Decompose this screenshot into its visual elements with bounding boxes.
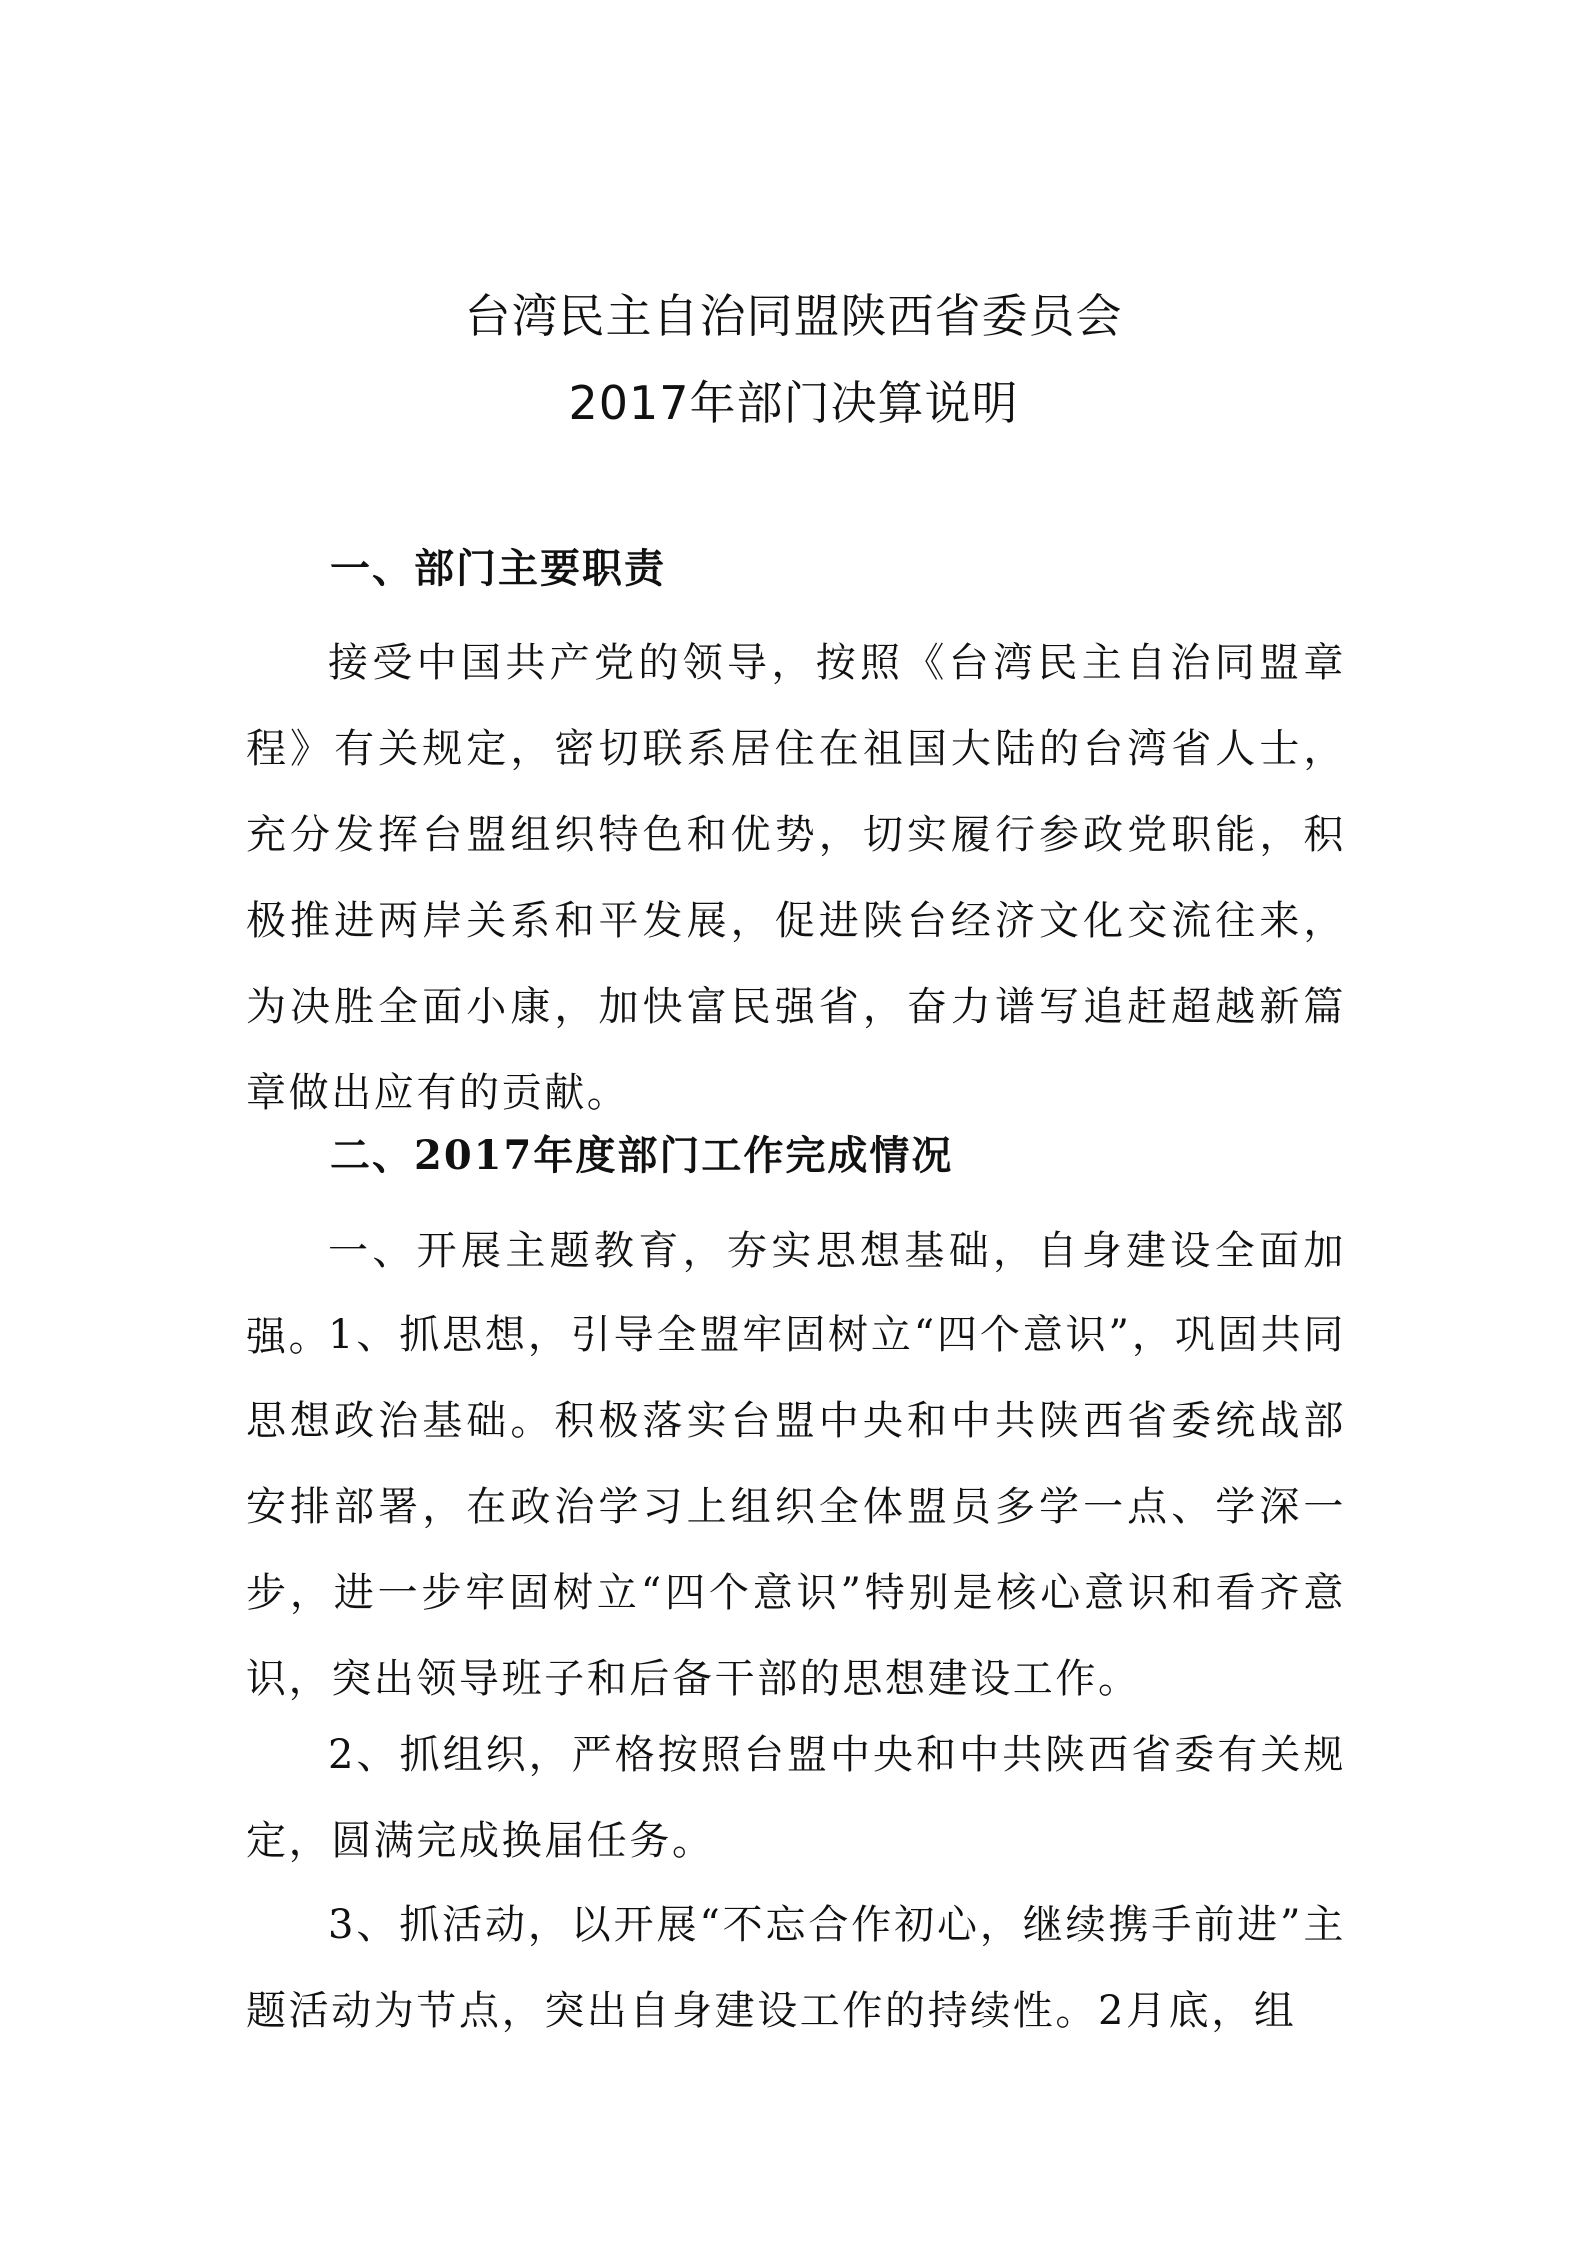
section2-paragraph-3: 2、抓组织，严格按照台盟中央和中共陕西省委有关规定，圆满完成换届任务。	[246, 1732, 1346, 1864]
section1-paragraph: 接受中国共产党的领导，按照《台湾民主自治同盟章程》有关规定，密切联系居住在祖国大陆的台湾省人士，充分发挥台盟组织特色和优势，切实履行参政党职能，积极推进两岸关系和平发展，促进陕台经济文化交流往来，为决胜全面小康，加快富民强省，奋力谱写追赶超越新篇章做出应有的贡献。	[246, 640, 1346, 1116]
section2-paragraph-4: 3、抓活动，以开展“不忘合作初心，继续携手前进”主题活动为节点，突出自身建设工作的持续性。2月底，组	[246, 1902, 1346, 2034]
document-title-line2: 2017年部门决算说明	[568, 376, 1019, 430]
section2-heading: 二、2017年度部门工作完成情况	[330, 1132, 954, 1179]
section1-heading: 一、部门主要职责	[330, 545, 666, 592]
document-title-line1: 台湾民主自治同盟陕西省委员会	[464, 289, 1123, 343]
section2-paragraph-2: 1、抓思想，引导全盟牢固树立“四个意识”，巩固共同思想政治基础。积极落实台盟中央和中共陕西省委统战部安排部署，在政治学习上组织全体盟员多学一点、学深一步，进一步牢固树立“四个意识”特别是核心意识和看齐意识，突出领导班子和后备干部的思想建设工作。	[246, 1312, 1346, 1702]
section2-paragraph-1: 一、开展主题教育，夯实思想基础，自身建设全面加强。	[246, 1228, 1346, 1360]
